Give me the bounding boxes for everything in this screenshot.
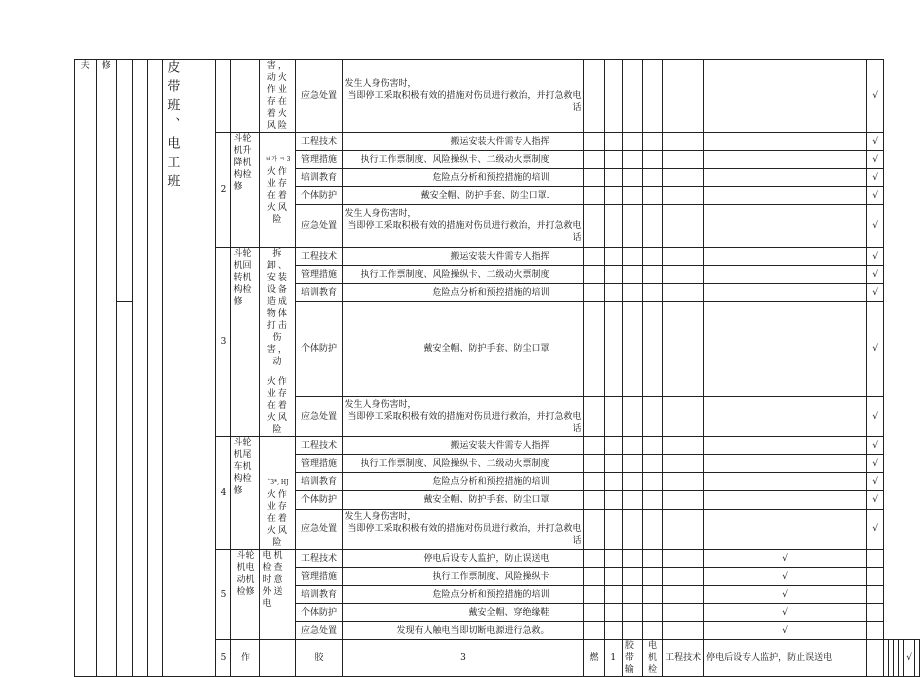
check-mark: √ [867,302,884,397]
measure-text: 搬运安装大件需专人指挥 [342,133,584,151]
control-type: 工程技术 [663,640,704,677]
item-number: 1 [604,640,622,677]
control-type: 个体防护 [296,302,342,397]
item-name: 斗轮机升降机构检修 [231,133,260,248]
check-mark: √ [867,248,884,266]
measure-text: 执行工作票制度、风险操纵卡、二级动火票制度 [342,266,584,284]
check-mark: √ [704,550,867,568]
control-type: 培训教育 [296,169,342,187]
check-mark: √ [904,640,915,677]
control-type: 应急处置 [296,622,342,640]
col-a-cell [75,60,97,677]
control-type: 培训教育 [296,473,342,491]
control-type: 管理措施 [296,266,342,284]
col-b-text: 修 [101,61,111,71]
measure-text: 发现有人触电当即切断电源进行急救。 [342,622,584,640]
control-type: 工程技术 [296,248,342,266]
measure-text-right: 当即停工采取积极有效的措施对伤员进行救治，并打急救电话 [347,524,582,547]
control-type: 个体防护 [296,604,342,622]
measure-cell [342,205,584,248]
check-mark: √ [867,60,884,133]
col-b-text: 作 [231,640,260,677]
check-mark: √ [867,133,884,151]
control-type: 应急处置 [296,397,342,437]
col-e-text: 3 [342,640,584,677]
col-d-cell [132,60,147,677]
measure-text: 执行工作票制度、风险操纵卡 [342,568,584,586]
check-mark: √ [867,187,884,205]
control-type: 培训教育 [296,586,342,604]
measure-text: 戴安全帽、防护手套、防尘口罩 [342,302,584,397]
measure-text-right: 当即停工采取积极有效的措施对伤员进行救治，并打急救电话 [347,221,582,243]
check-mark: √ [867,169,884,187]
check-mark: √ [867,266,884,284]
measure-text-left: 发生人身伤害时， [344,399,417,410]
item-name: 斗轮机回转机构检修 [231,248,260,437]
item-number: 4 [216,437,231,550]
measure-text-left: 发生人身伤害时， [344,79,417,89]
team-text: 皮带班、电工班 [164,60,180,193]
risk-text: 火作业存在着火风险 [266,167,289,225]
check-mark: √ [867,491,884,509]
check-mark: √ [867,284,884,302]
item-name: 斗轮机电动机检修 [231,550,260,640]
risk-text-top: ㅂ가 ㅋ 3 [265,156,291,163]
item-number: 5 [216,550,231,640]
control-type: 管理措施 [296,455,342,473]
control-type: 应急处置 [296,205,342,248]
col-c-cell [117,302,133,677]
measure-text: 停电后设专人监护，防止误送电 [342,550,584,568]
check-mark: √ [704,586,867,604]
control-type: 个体防护 [296,187,342,205]
control-type: 培训教育 [296,284,342,302]
measure-text: 危险点分析和预控措施的培训 [342,284,584,302]
check-mark: √ [704,622,867,640]
risk-text: 电机检 [643,640,663,677]
check-mark: √ [704,568,867,586]
check-mark: √ [867,455,884,473]
check-mark: √ [704,604,867,622]
measure-text: 搬运安装大件需专人指挥 [342,248,584,266]
item-name: 斗轮机尾车机构检修 [231,437,260,550]
risk-text: 火作业存在着火风险 [266,490,289,548]
team-cell [163,60,216,677]
team-text: 燃 [584,640,604,677]
risk-text: 火作业存在着火风险 [266,377,289,435]
item-number: 2 [216,133,231,248]
measure-text: 执行工作票制度、风险操纵卡、二级动火票制度 [342,455,584,473]
check-mark: √ [867,205,884,248]
measure-text-left: 发生人身伤害时， [344,209,417,219]
measure-text: 执行工作票制度、风险操纵卡、二级动火票制度 [342,151,584,169]
control-type: 工程技术 [296,550,342,568]
control-type: 管理措施 [296,568,342,586]
measure-text: 危险点分析和预控措施的培训 [342,586,584,604]
measure-text: 停电后设专人监护，防止误送电 [704,640,867,677]
col-a-text: 夫 [80,61,90,71]
risk-text: 电机检查时意外送电 [260,550,296,640]
check-mark: √ [867,397,884,437]
control-type: 工程技术 [296,133,342,151]
col-e-cell [148,60,163,677]
check-mark: √ [867,437,884,455]
measure-text: 危险点分析和预控措施的培训 [342,473,584,491]
risk-cell [260,437,296,550]
measure-text: 戴安全帽、防护手套、防尘口罩. [342,187,584,205]
risk-text-top: 拆卸、安装设备造成物体打击伤害，动 [266,249,289,367]
col-d-text: 胶 [296,640,342,677]
num-cell [216,60,231,133]
item-cell [231,60,260,133]
control-type: 应急处置 [296,60,342,133]
control-type: 个体防护 [296,491,342,509]
measure-cell [342,60,584,133]
measure-text: 搬运安装大件需专人指挥 [342,437,584,455]
measure-text-left: 发生人身伤害时， [344,512,417,523]
check-mark: √ [867,151,884,169]
risk-text: 害，动火作业存在着火风险 [260,60,296,133]
measure-text-right: 当即停工采取积极有效的措施对伤员进行救治，并打急救电话 [347,411,582,434]
risk-control-table [74,59,920,677]
measure-text-right: 当即停工采取积极有效的措施对伤员进行救治，并打急救电话 [347,91,582,113]
measure-cell [342,509,584,549]
col-c-cell [117,60,133,302]
item-name: 胶带输 [622,640,642,677]
col-b-cell [96,60,117,677]
risk-cell [260,133,296,248]
control-type: 工程技术 [296,437,342,455]
table-row [75,60,920,133]
col-c-cell [260,640,296,677]
measure-text: 戴安全帽、防护手套、防尘口罩 [342,491,584,509]
control-type: 应急处置 [296,509,342,549]
check-mark: √ [867,473,884,491]
check-mark: √ [867,509,884,549]
measure-cell [342,397,584,437]
measure-text: 戴安全帽、穿绝缘鞋 [342,604,584,622]
control-type: 管理措施 [296,151,342,169]
item-number: 3 [216,248,231,437]
seq-number: 5 [216,640,231,677]
measure-text: 危险点分析和预控措施的培训 [342,169,584,187]
risk-text-top: ˆ3*, HJ [267,479,289,486]
risk-cell [260,248,296,437]
